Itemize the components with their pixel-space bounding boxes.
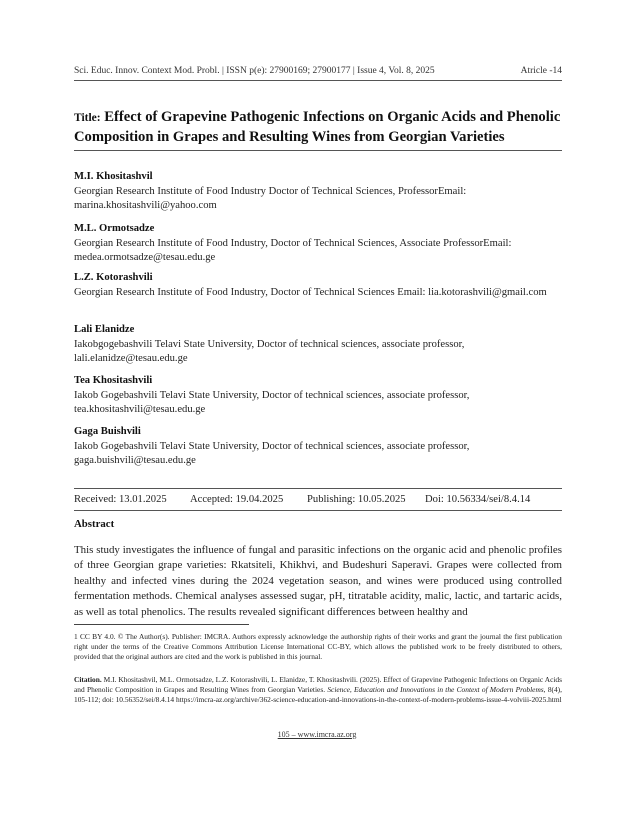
citation-label: Citation.: [74, 675, 102, 684]
abstract-heading: Abstract: [74, 518, 115, 530]
dates-top-rule: [74, 488, 562, 489]
author-name: M.I. Khositashvil: [74, 171, 153, 182]
dates-bottom-rule: [74, 510, 562, 511]
citation-footnote: [74, 675, 562, 706]
title-lead: Title:: [74, 112, 101, 124]
article-number: Atricle -14: [520, 66, 562, 76]
author-block: [74, 323, 574, 365]
author-name: L.Z. Kotorashvili: [74, 272, 153, 283]
author-affiliation: Iakob Gogebashvili Telavi State University, Doctor of technical sciences, associate professor, tea.khositashvili@tesau.edu.ge: [74, 390, 470, 415]
author-affiliation: Georgian Research Institute of Food Industry, Doctor of Technical Sciences Email: lia.kotorashvili@gmail.com: [74, 287, 547, 299]
author-affiliation: Iakob Gogebashvili Telavi State University, Doctor of technical sciences, associate professor, gaga.buishvili@tesau.edu.ge: [74, 441, 470, 466]
accepted-date: Accepted: 19.04.2025: [190, 494, 284, 505]
received-date: Received: 13.01.2025: [74, 494, 167, 505]
author-block: [74, 271, 574, 300]
author-name: M.L. Ormotsadze: [74, 223, 155, 234]
author-block: [74, 425, 574, 467]
header-rule: [74, 80, 562, 81]
page-footer: [0, 730, 634, 739]
author-affiliation: Georgian Research Institute of Food Industry Doctor of Technical Sciences, ProfessorEmail: marina.khositashvili@yahoo.com: [74, 186, 467, 211]
author-name: Tea Khositashvili: [74, 375, 153, 386]
author-name: Lali Elanidze: [74, 324, 135, 335]
publication-dates: [74, 494, 562, 505]
citation-text: M.I. Khositashvil, M.L. Ormotsadze, L.Z. Kotorashvili, L. Elanidze, T. Khositashvili. (2025). Effect of Grapevine Pathogenic Infections on Organic Acids and Phenolic Composition in Grapes and Resulting Wines from Georgian Varieties.: [74, 675, 562, 695]
published-date: Publishing: 10.05.2025: [307, 494, 406, 505]
author-affiliation: Georgian Research Institute of Food Industry, Doctor of Technical Sciences, Associate ProfessorEmail: medea.ormotsadze@tesau.edu.ge: [74, 238, 512, 263]
title-rule: [74, 150, 562, 151]
doi: Doi: 10.56334/sei/8.4.14: [425, 494, 531, 505]
author-affiliation: Iakobgogebashvili Telavi State University, Doctor of technical sciences, associate professor, lali.elanidze@tesau.edu.ge: [74, 339, 465, 364]
title-text: Effect of Grapevine Pathogenic Infections on Organic Acids and Phenolic Composition in Grapes and Resulting Wines from Georgian Varieties: [74, 109, 561, 145]
author-block: [74, 374, 574, 416]
journal-line: Sci. Educ. Innov. Context Mod. Probl. | ISSN p(e): 27900169; 27900177 | Issue 4, Vol. 8, 2025: [74, 66, 435, 76]
paper-title: [74, 108, 574, 147]
author-name: Gaga Buishvili: [74, 426, 141, 437]
citation-tail: 8(4), 105-112; doi: 10.56352/sei/8.4.14 https://imcra-az.org/archive/362-science-education-and-innovations-in-the-context-of-modern-problems-issue-4-volviii-2025.html: [74, 685, 562, 705]
license-footnote: 1 CC BY 4.0. © The Author(s). Publisher: IMCRA. Authors expressly acknowledge the authorship rights of their works and grant the journal the first publication right under the terms of the Creative Commons Attribution License International CC-BY, which allows the published work to be freely distributed to others, provided that the original authors are cited and the work is published in this journal.: [74, 632, 562, 662]
citation-journal: Science, Education and Innovations in the Context of Modern Problems,: [327, 685, 546, 695]
running-header: [74, 66, 562, 76]
abstract-text: This study investigates the influence of fungal and parasitic infections on the organic acid and phenolic profiles of three Georgian grape varieties: Rkatsiteli, Khikhvi, and Budeshuri Saperavi. Grapes were collected from healthy and infected vines during the 2024 vegetation season, and wines were produced using controlled fermentation methods. Chemical analyses assessed sugar, pH, titratable acidity, malic, lactic, and tartaric acids, as well as total phenolics. The results revealed significant differences between healthy and: [74, 544, 562, 618]
author-block: [74, 222, 574, 264]
footnote-rule: [74, 624, 249, 625]
author-block: [74, 170, 574, 212]
page-number-link[interactable]: 105 – www.imcra.az.org: [277, 730, 357, 739]
